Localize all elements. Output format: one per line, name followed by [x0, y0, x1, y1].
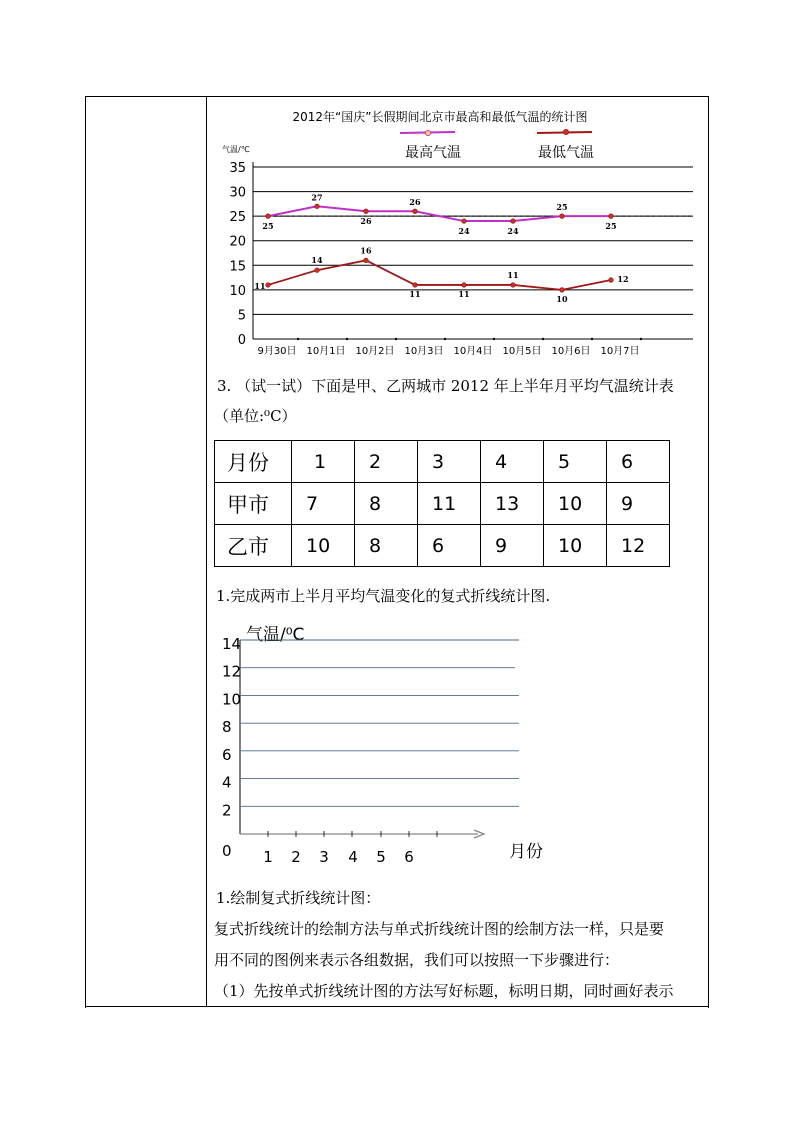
chart2-y-tick-label: 12	[222, 662, 242, 681]
body-paragraph-3: （1）先按单式折线统计图的方法写好标题，标明日期，同时画好表示	[214, 982, 674, 1000]
table-cell: 10	[544, 525, 607, 567]
chart1-data-label-low: 14	[311, 255, 323, 266]
chart1-y-tick-label: 10	[229, 283, 246, 299]
chart2-y-tick-label: 0	[222, 842, 232, 860]
table-cell: 11	[418, 483, 481, 525]
chart1-y-tick-label: 5	[237, 308, 246, 324]
section3-line2: （单位:⁰C）	[214, 407, 297, 425]
chart2-y-tick-label: 14	[222, 635, 242, 653]
chart1-data-label-high: 24	[507, 226, 519, 237]
chart2-x-tick-label: 5	[376, 848, 386, 866]
chart1-y-tick-label: 35	[229, 161, 246, 176]
table-header-cell: 月份	[215, 441, 292, 483]
chart1-x-tick-label: 9月30日	[257, 346, 297, 357]
chart1-x-tick-label: 10月3日	[404, 346, 444, 357]
chart1-data-label-low: 11	[507, 269, 519, 280]
chart2-x-tick-label: 2	[291, 848, 301, 866]
chart1-y-tick-label: 25	[229, 210, 246, 226]
body-heading: 1.绘制复式折线统计图：	[216, 889, 381, 907]
table-cell: 2	[355, 441, 418, 483]
table-cell: 9	[481, 525, 544, 567]
chart2-x-tick-label: 6	[404, 848, 414, 866]
chart1-data-label-high: 26	[409, 197, 421, 208]
chart1-y-tick-label: 15	[229, 259, 246, 275]
table-cell: 8	[355, 483, 418, 525]
table-header-cell: 乙市	[215, 525, 292, 567]
chart2-x-tick-label: 1	[263, 848, 273, 866]
chart1-x-tick-label: 10月4日	[453, 346, 493, 357]
chart1-data-label-low: 11	[254, 280, 266, 291]
chart1-data-label-low: 10	[556, 293, 568, 304]
chart2-y-tick-label: 10	[222, 690, 242, 709]
chart1-ylabel: 气温/℃	[222, 145, 250, 154]
chart1-data-label-high: 25	[605, 221, 617, 232]
chart2-y-tick-label: 8	[222, 718, 232, 737]
legend-low-label: 最低气温	[538, 145, 594, 161]
section3-line1: 3. （试一试）下面是甲、乙两城市 2012 年上半年月平均气温统计表	[217, 377, 674, 395]
chart2-y-tick-label: 6	[222, 745, 232, 764]
chart1-data-label-low: 12	[617, 274, 629, 285]
chart1-x-tick-label: 10月1日	[306, 346, 346, 357]
chart2-x-tick-label: 3	[319, 848, 329, 866]
chart1-y-tick-label: 30	[229, 185, 246, 201]
chart1-y-tick-label: 0	[237, 333, 246, 348]
chart1-x-tick-label: 10月2日	[355, 346, 395, 357]
table-cell: 4	[481, 441, 544, 483]
chart1-x-tick-label: 10月6日	[551, 346, 591, 357]
table-cell: 8	[355, 525, 418, 567]
chart1-data-label-high: 25	[262, 221, 274, 232]
chart1-title: 2012年“国庆”长假期间北京市最高和最低气温的统计图	[292, 110, 588, 124]
chart2-y-tick-label: 4	[222, 773, 232, 792]
table-cell: 1	[292, 441, 355, 483]
chart1-y-tick-label: 20	[229, 234, 246, 250]
table-cell: 10	[292, 525, 355, 567]
chart2-xlabel: 月份	[509, 842, 543, 862]
chart2-x-tick-label: 4	[348, 848, 358, 866]
chart1-data-label-low: 11	[409, 288, 421, 299]
chart2-y-tick-label: 2	[222, 801, 232, 820]
chart1-x-tick-label: 10月7日	[600, 346, 640, 357]
chart1-data-label-high: 25	[556, 202, 568, 213]
table-cell: 12	[607, 525, 670, 567]
chart1-x-tick-label: 10月5日	[502, 346, 542, 357]
chart1-data-label-low: 11	[458, 288, 470, 299]
chart1-data-label-high: 27	[311, 192, 323, 203]
table-frame-bottom	[85, 1006, 709, 1007]
table-cell: 3	[418, 441, 481, 483]
table-cell: 5	[544, 441, 607, 483]
chart1-data-label-high: 26	[360, 216, 372, 227]
table-cell: 10	[544, 483, 607, 525]
table-cell: 9	[607, 483, 670, 525]
body-paragraph-2: 用不同的图例来表示各组数据，我们可以按照一下步骤进行：	[214, 951, 620, 969]
table-cell: 6	[418, 525, 481, 567]
legend-high-label: 最高气温	[405, 145, 461, 161]
body-paragraph-1: 复式折线统计的绘制方法与单式折线统计图的绘制方法一样，只是要	[214, 920, 665, 938]
task1-text: 1.完成两市上半月平均气温变化的复式折线统计图.	[216, 587, 551, 605]
chart2-ylabel: 气温/⁰C	[246, 625, 305, 645]
table-header-cell: 甲市	[215, 483, 292, 525]
chart1-data-label-low: 16	[360, 245, 372, 256]
table-cell: 13	[481, 483, 544, 525]
table-cell: 6	[607, 441, 670, 483]
chart1-data-label-high: 24	[458, 226, 470, 237]
table-cell: 7	[292, 483, 355, 525]
